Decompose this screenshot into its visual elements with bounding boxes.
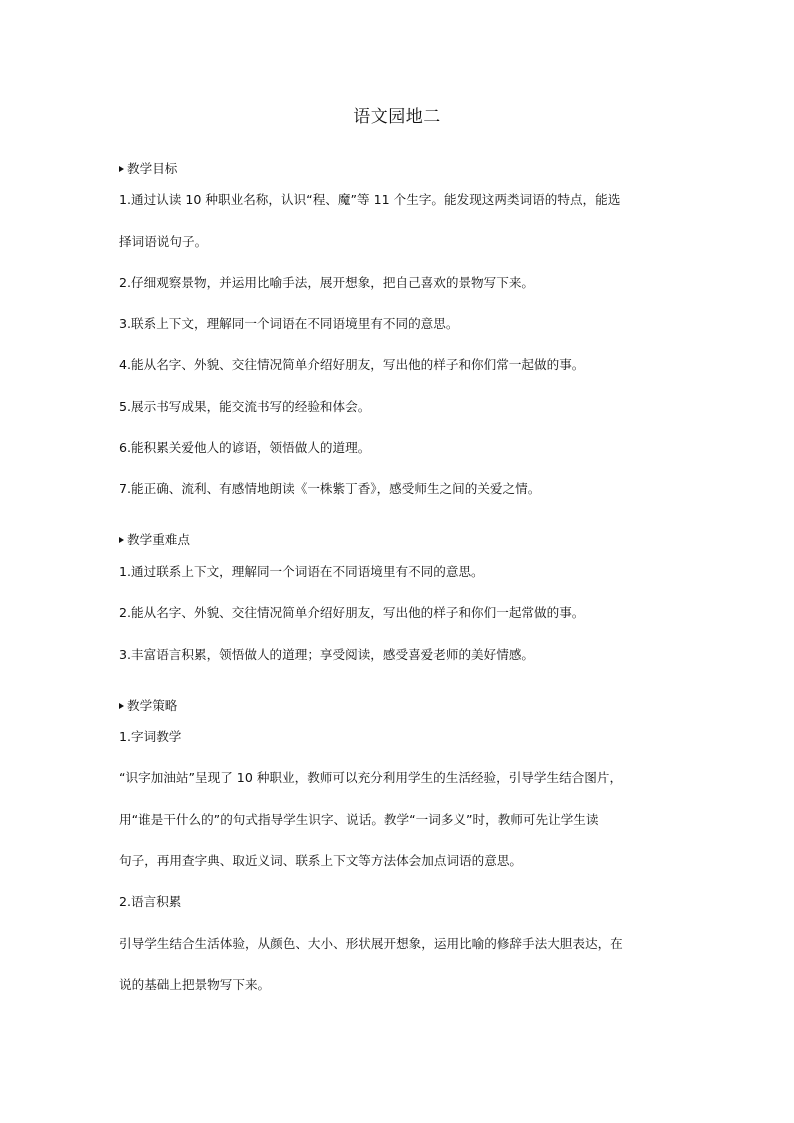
document-body bbox=[119, 148, 679, 1015]
page-title: 语文园地二 bbox=[353, 107, 441, 127]
bullet-triangle-icon bbox=[119, 703, 124, 709]
section-heading-text: 教学目标 bbox=[127, 160, 178, 176]
paragraph-line: 择词语说句子。 bbox=[119, 233, 208, 249]
paragraph-line: 4.能从名字、外貌、交往情况简单介绍好朋友，写出他的样子和你们常一起做的事。 bbox=[119, 357, 585, 373]
paragraph-line: 1.通过联系上下文，理解同一个词语在不同语境里有不同的意思。 bbox=[119, 563, 484, 579]
paragraph-line: 5.展示书写成果，能交流书写的经验和体会。 bbox=[119, 398, 371, 414]
paragraph-line: 1.通过认读 10 种职业名称，认识“程、魔”等 11 个生字。能发现这两类词语的特点，能选 bbox=[119, 192, 621, 208]
paragraph-line: 用“谁是干什么的”的句式指导学生识字、说话。教学“一词多义”时，教师可先让学生读 bbox=[119, 811, 599, 827]
subheading-line: 2.语言积累 bbox=[119, 894, 182, 910]
paragraph-line: 句子，再用查字典、取近义词、联系上下文等方法体会加点词语的意思。 bbox=[119, 853, 522, 869]
bullet-triangle-icon bbox=[119, 166, 124, 172]
paragraph-line: 7.能正确、流利、有感情地朗读《一株紫丁香》，感受师生之间的关爱之情。 bbox=[119, 481, 541, 497]
subheading-line: 1.字词教学 bbox=[119, 729, 182, 745]
section-heading-objectives bbox=[119, 148, 679, 189]
section-heading-key-points bbox=[119, 520, 679, 561]
section-heading-text: 教学策略 bbox=[127, 697, 178, 713]
paragraph-line: 3.丰富语言积累，领悟做人的道理；享受阅读，感受喜爱老师的美好情感。 bbox=[119, 646, 535, 662]
section-heading-text: 教学重难点 bbox=[127, 532, 190, 548]
paragraph-line: 2.能从名字、外貌、交往情况简单介绍好朋友，写出他的样子和你们一起常做的事。 bbox=[119, 605, 585, 621]
paragraph-line: 6.能积累关爱他人的谚语，领悟做人的道理。 bbox=[119, 440, 371, 456]
paragraph-line: 2.仔细观察景物，并运用比喻手法，展开想象，把自己喜欢的景物写下来。 bbox=[119, 274, 535, 290]
paragraph-line: 说的基础上把景物写下来。 bbox=[119, 976, 271, 992]
bullet-triangle-icon bbox=[119, 537, 124, 543]
paragraph-line: 引导学生结合生活体验，从颜色、大小、形状展开想象，运用比喻的修辞手法大胆表达，在 bbox=[119, 935, 623, 951]
paragraph-line: 3.联系上下文，理解同一个词语在不同语境里有不同的意思。 bbox=[119, 316, 459, 332]
paragraph-line: “识字加油站”呈现了 10 种职业，教师可以充分利用学生的生活经验，引导学生结合图片， bbox=[119, 770, 623, 786]
section-heading-strategies bbox=[119, 685, 679, 726]
